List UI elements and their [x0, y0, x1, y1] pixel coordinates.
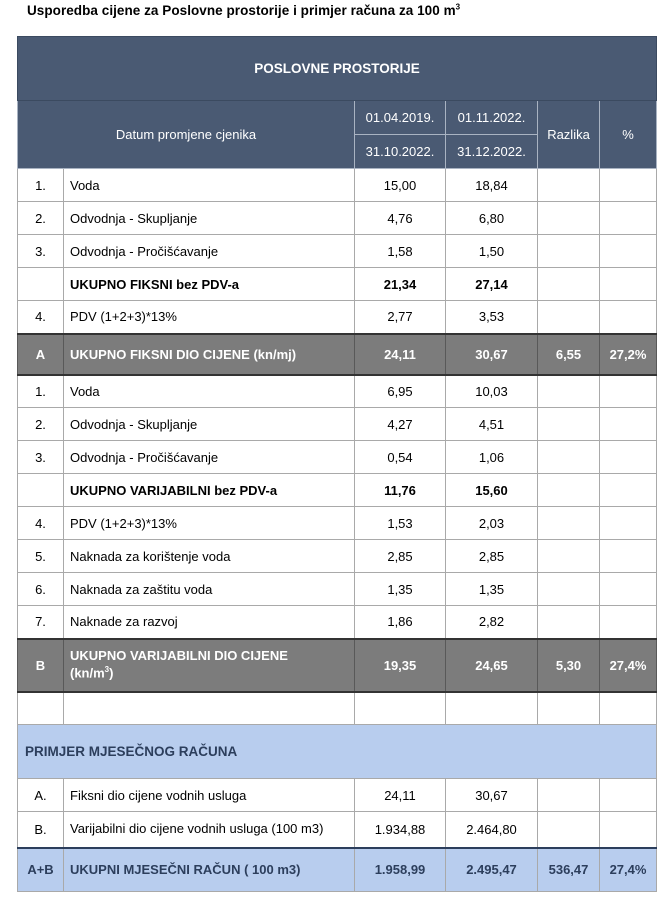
row-index: 1. — [18, 375, 64, 408]
row-value-1: 4,27 — [355, 408, 446, 441]
row-index: B. — [18, 812, 64, 848]
row-value-1: 21,34 — [355, 268, 446, 301]
row-value-2: 2,85 — [446, 540, 538, 573]
table-row — [18, 301, 657, 334]
section-title: POSLOVNE PROSTORIJE — [18, 37, 657, 101]
row-label: Varijabilni dio cijene vodnih usluga (100 m3) — [64, 812, 355, 848]
price-comparison-table — [17, 36, 657, 892]
table-row — [18, 235, 657, 268]
table-row — [18, 573, 657, 606]
row-index: A — [18, 334, 64, 375]
row-value-2: 1,35 — [446, 573, 538, 606]
example-section-title: PRIMJER MJESEČNOG RAČUNA — [18, 725, 657, 779]
row-value-2: 3,53 — [446, 301, 538, 334]
row-value-1: 1.934,88 — [355, 812, 446, 848]
total-b-row — [18, 639, 657, 692]
row-label: Odvodnja - Pročišćavanje — [64, 441, 355, 474]
row-value-1: 2,85 — [355, 540, 446, 573]
unit-superscript: 3 — [104, 665, 110, 675]
row-value-1: 1.958,99 — [355, 848, 446, 892]
table-row — [18, 202, 657, 235]
col1-to: 31.10.2022. — [355, 135, 446, 169]
row-value-1: 1,58 — [355, 235, 446, 268]
row-value-2: 1,50 — [446, 235, 538, 268]
row-value-2: 15,60 — [446, 474, 538, 507]
table-row — [18, 812, 657, 848]
title-superscript: 3 — [455, 2, 461, 12]
row-value-1: 19,35 — [355, 639, 446, 692]
example-section-row — [18, 725, 657, 779]
row-index: 5. — [18, 540, 64, 573]
var-subtotal-row — [18, 474, 657, 507]
row-pct: 27,4% — [600, 848, 657, 892]
diff-header: Razlika — [538, 101, 600, 169]
row-value-2: 6,80 — [446, 202, 538, 235]
row-value-2: 18,84 — [446, 169, 538, 202]
row-value-1: 1,35 — [355, 573, 446, 606]
table-row — [18, 441, 657, 474]
pct-header: % — [600, 101, 657, 169]
row-index: 2. — [18, 202, 64, 235]
row-label: PDV (1+2+3)*13% — [64, 507, 355, 540]
total-ab-row — [18, 848, 657, 892]
col2-from: 01.11.2022. — [446, 101, 538, 135]
row-label: Odvodnja - Skupljanje — [64, 408, 355, 441]
row-label: Fiksni dio cijene vodnih usluga — [64, 779, 355, 812]
row-label: Voda — [64, 169, 355, 202]
row-value-1: 1,53 — [355, 507, 446, 540]
row-value-2: 30,67 — [446, 779, 538, 812]
fixed-subtotal-row — [18, 268, 657, 301]
row-value-2: 2,82 — [446, 606, 538, 639]
row-value-2: 27,14 — [446, 268, 538, 301]
row-index: B — [18, 639, 64, 692]
row-label: UKUPNO FIKSNI DIO CIJENE (kn/mj) — [64, 334, 355, 375]
row-pct: 27,4% — [600, 639, 657, 692]
row-value-2: 2.464,80 — [446, 812, 538, 848]
row-value-2: 1,06 — [446, 441, 538, 474]
table-row — [18, 408, 657, 441]
spacer-row — [18, 692, 657, 725]
row-label: PDV (1+2+3)*13% — [64, 301, 355, 334]
row-index: 4. — [18, 507, 64, 540]
row-value-2: 10,03 — [446, 375, 538, 408]
row-pct: 27,2% — [600, 334, 657, 375]
col1-from: 01.04.2019. — [355, 101, 446, 135]
page-title: Usporedba cijene za Poslovne prostorije i primjer računa za 100 $m^3$ — [27, 2, 461, 18]
row-diff: 536,47 — [538, 848, 600, 892]
row-value-1: 4,76 — [355, 202, 446, 235]
row-label: UKUPNO FIKSNI bez PDV-a — [64, 268, 355, 301]
total-a-row — [18, 334, 657, 375]
row-value-2: 30,67 — [446, 334, 538, 375]
row-value-1: 2,77 — [355, 301, 446, 334]
row-index: 2. — [18, 408, 64, 441]
row-value-1: 11,76 — [355, 474, 446, 507]
header-section-row — [18, 37, 657, 101]
table-row — [18, 375, 657, 408]
row-value-2: 4,51 — [446, 408, 538, 441]
label-line-1: UKUPNO VARIJABILNI DIO CIJENE — [70, 648, 288, 664]
header-dates-row-1 — [18, 101, 657, 135]
row-label: Naknada za korištenje voda — [64, 540, 355, 573]
row-index: 4. — [18, 301, 64, 334]
row-index: 1. — [18, 169, 64, 202]
label-line-2: $(kn/m^3)$ — [70, 665, 114, 681]
col2-to: 31.12.2022. — [446, 135, 538, 169]
row-value-1: 24,11 — [355, 779, 446, 812]
row-label: Odvodnja - Skupljanje — [64, 202, 355, 235]
row-label: Naknada za zaštitu voda — [64, 573, 355, 606]
row-label: UKUPNO VARIJABILNI bez PDV-a — [64, 474, 355, 507]
row-label: UKUPNI MJESEČNI RAČUN ( 100 m3) — [64, 848, 355, 892]
row-index: 6. — [18, 573, 64, 606]
row-value-1: 24,11 — [355, 334, 446, 375]
row-diff: 6,55 — [538, 334, 600, 375]
row-value-2: 2,03 — [446, 507, 538, 540]
row-diff: 5,30 — [538, 639, 600, 692]
table-row — [18, 169, 657, 202]
table-row — [18, 540, 657, 573]
row-value-2: 24,65 — [446, 639, 538, 692]
row-label: Voda — [64, 375, 355, 408]
row-value-1: 1,86 — [355, 606, 446, 639]
table-row — [18, 606, 657, 639]
table-row — [18, 779, 657, 812]
row-index: 3. — [18, 235, 64, 268]
row-index: A. — [18, 779, 64, 812]
row-value-2: 2.495,47 — [446, 848, 538, 892]
row-value-1: 6,95 — [355, 375, 446, 408]
row-index: 7. — [18, 606, 64, 639]
row-index: A+B — [18, 848, 64, 892]
date-label: Datum promjene cjenika — [18, 101, 355, 169]
row-label: Naknade za razvoj — [64, 606, 355, 639]
row-label — [64, 639, 355, 692]
table-row — [18, 507, 657, 540]
row-value-1: 15,00 — [355, 169, 446, 202]
row-index: 3. — [18, 441, 64, 474]
row-label: Odvodnja - Pročišćavanje — [64, 235, 355, 268]
row-value-1: 0,54 — [355, 441, 446, 474]
